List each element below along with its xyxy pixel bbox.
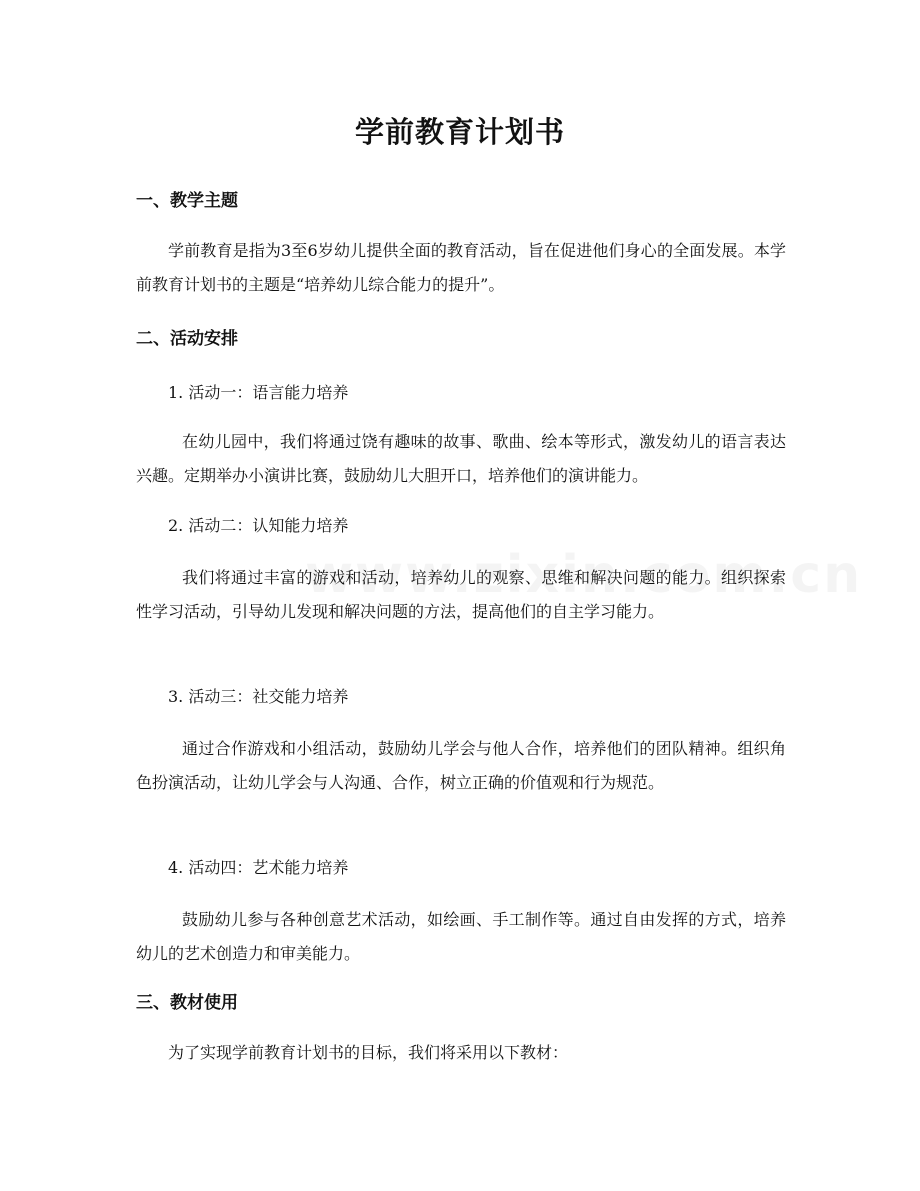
activity-title-language: 1. 活动一：语言能力培养 xyxy=(168,383,349,402)
activity-title-cognition: 2. 活动二：认知能力培养 xyxy=(168,516,349,535)
page-title: 学前教育计划书 xyxy=(354,115,565,149)
activity-paragraph-cognition: 我们将通过丰富的游戏和活动，培养幼儿的观察、思维和解决问题的能力。组织探索性学习活动，引导幼儿发现和解决问题的方法，提高他们的自主学习能力。 xyxy=(136,568,786,621)
section-paragraph-teaching-theme: 学前教育是指为3至6岁幼儿提供全面的教育活动，旨在促进他们身心的全面发展。本学前教育计划书的主题是“培养幼儿综合能力的提升”。 xyxy=(136,241,786,294)
section-heading-materials: 三、教材使用 xyxy=(136,993,238,1013)
section-heading-activity-arrangement: 二、活动安排 xyxy=(136,329,238,349)
section-heading-teaching-theme: 一、教学主题 xyxy=(136,191,238,211)
activity-paragraph-social: 通过合作游戏和小组活动，鼓励幼儿学会与他人合作，培养他们的团队精神。组织角色扮演活动，让幼儿学会与人沟通、合作，树立正确的价值观和行为规范。 xyxy=(136,739,786,792)
activity-paragraph-art: 鼓励幼儿参与各种创意艺术活动，如绘画、手工制作等。通过自由发挥的方式，培养幼儿的艺术创造力和审美能力。 xyxy=(136,910,786,963)
section-paragraph-materials: 为了实现学前教育计划书的目标，我们将采用以下教材： xyxy=(168,1043,569,1062)
activity-paragraph-language: 在幼儿园中，我们将通过饶有趣味的故事、歌曲、绘本等形式，激发幼儿的语言表达兴趣。定期举办小演讲比赛，鼓励幼儿大胆开口，培养他们的演讲能力。 xyxy=(136,432,786,485)
activity-title-art: 4. 活动四：艺术能力培养 xyxy=(168,858,349,877)
activity-title-social: 3. 活动三：社交能力培养 xyxy=(168,687,349,706)
